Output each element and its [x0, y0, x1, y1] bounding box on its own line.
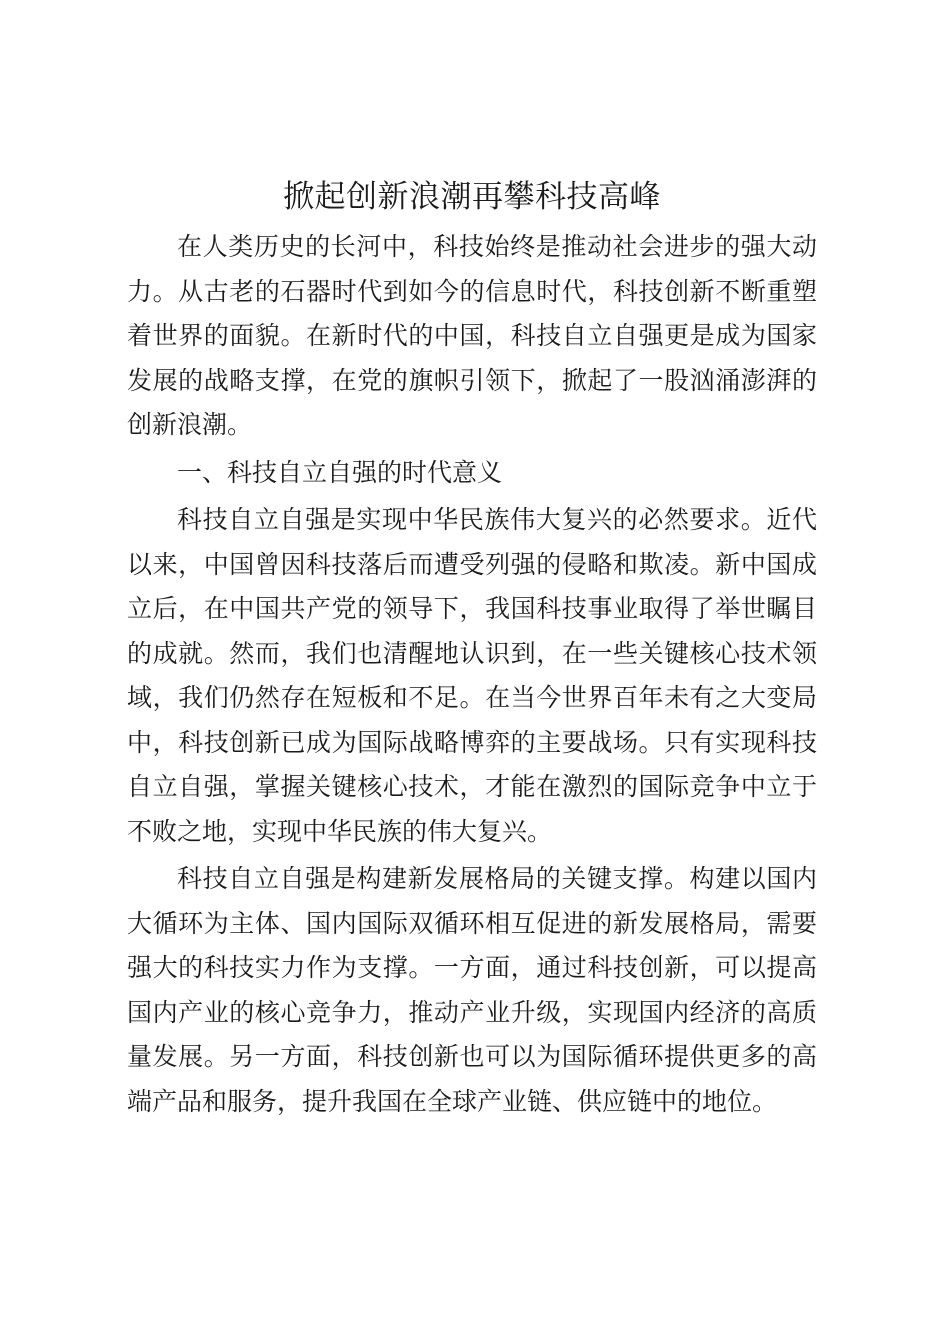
body-paragraph: 科技自立自强是构建新发展格局的关键支撑。构建以国内大循环为主体、国内国际双循环相互促进的新发展格局，需要强大的科技实力作为支撑。一方面，通过科技创新，可以提高国内产业的核心竞争力，推动产业升级，实现国内经济的高质量发展。另一方面，科技创新也可以为国际循环提供更多的高端产品和服务，提升我国在全球产业链、供应链中的地位。 [127, 864, 817, 1116]
body-paragraph: 科技自立自强是实现中华民族伟大复兴的必然要求。近代以来，中国曾因科技落后而遭受列强的侵略和欺凌。新中国成立后，在中国共产党的领导下，我国科技事业取得了举世瞩目的成就。然而，我们也清醒地认识到，在一些关键核心技术领域，我们仍然存在短板和不足。在当今世界百年未有之大变局中，科技创新已成为国际战略博弈的主要战场。只有实现科技自立自强，掌握关键核心技术，才能在激烈的国际竞争中立于不败之地，实现中华民族的伟大复兴。 [127, 505, 817, 846]
section-heading: 一、科技自立自强的时代意义 [177, 457, 503, 487]
document-title: 掀起创新浪潮再攀科技高峰 [283, 179, 661, 215]
document-body [127, 173, 817, 1127]
intro-paragraph: 在人类历史的长河中，科技始终是推动社会进步的强大动力。从古老的石器时代到如今的信息时代，科技创新不断重塑着世界的面貌。在新时代的中国，科技自立自强更是成为国家发展的战略支撑，在党的旗帜引领下，掀起了一股汹涌澎湃的创新浪潮。 [127, 232, 817, 439]
